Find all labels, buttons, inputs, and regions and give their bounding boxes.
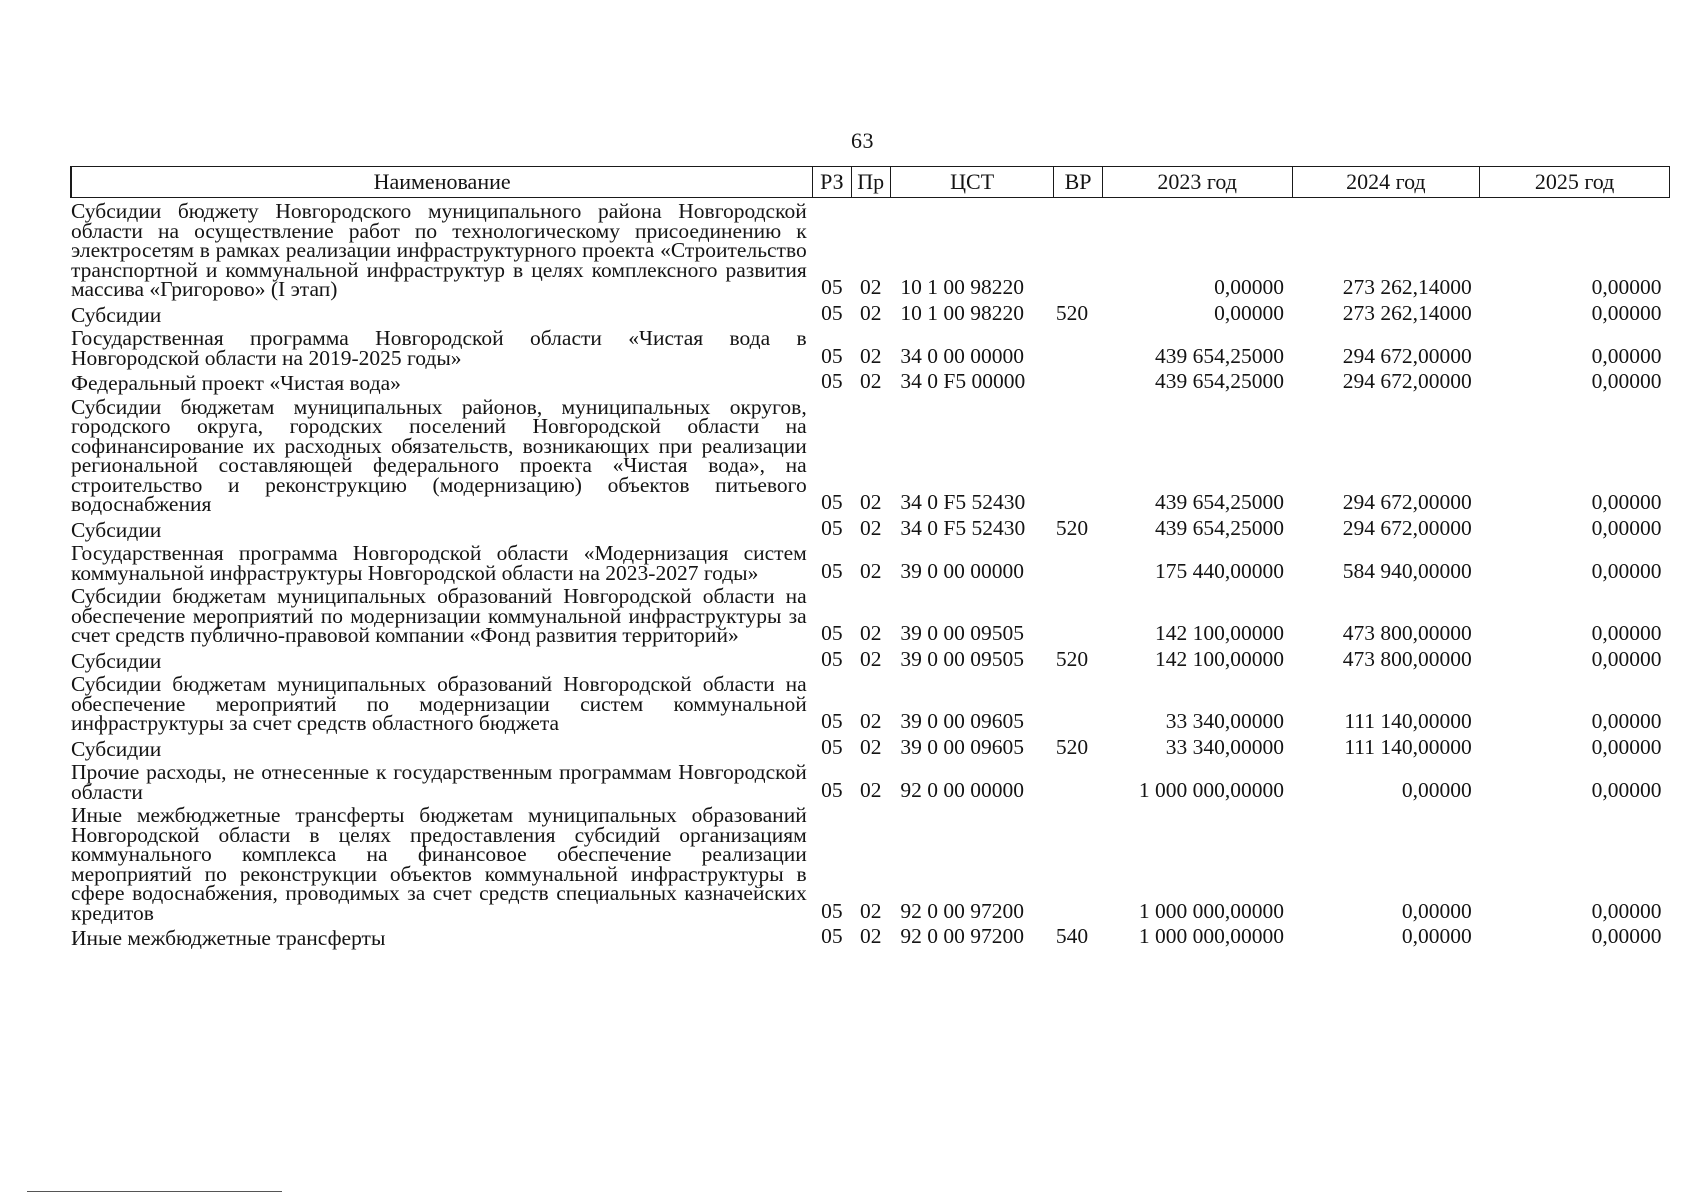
row-amount-2025: 0,00000 xyxy=(1591,369,1662,393)
row-rz: 05 xyxy=(821,646,843,671)
header-pr: Пр xyxy=(851,167,890,198)
row-rz: 05 xyxy=(821,490,843,514)
row-rz: 05 xyxy=(821,621,843,645)
header-rz: РЗ xyxy=(813,167,851,198)
table-row xyxy=(71,759,1670,802)
row-amount-2024: 294 672,00000 xyxy=(1342,369,1472,393)
row-amount-2024: 584 940,00000 xyxy=(1342,558,1472,583)
table-row xyxy=(71,923,1670,949)
row-pr: 02 xyxy=(859,558,882,583)
row-cst: 92 0 00 00000 xyxy=(900,777,1025,802)
row-amount-2025: 0,00000 xyxy=(1591,275,1662,299)
row-cst: 39 0 00 09505 xyxy=(900,621,1025,645)
row-amount-2023: 439 654,25000 xyxy=(1155,490,1285,514)
row-name: Государственная программа Новгородской области «Чистая вода в Новгородской области на 2019-2025 годы» xyxy=(71,326,807,370)
row-amount-2025: 0,00000 xyxy=(1591,300,1662,325)
row-pr: 02 xyxy=(859,709,882,733)
row-name: Субсидии бюджетам муниципальных образований Новгородской области на обеспечение мероприятий по модернизации систем коммунальной инфраструктуры за счет средств областного бюджета xyxy=(71,672,807,735)
row-cst: 34 0 00 00000 xyxy=(900,343,1025,368)
row-rz: 05 xyxy=(821,369,843,393)
header-2025: 2025 год xyxy=(1480,167,1670,198)
row-amount-2025: 0,00000 xyxy=(1591,924,1662,948)
row-name: Субсидии xyxy=(71,517,162,542)
budget-table xyxy=(70,166,1670,949)
row-amount-2023: 33 340,00000 xyxy=(1165,709,1285,733)
row-name: Субсидии бюджетам муниципальных районов, муниципальных округов, городского округа, городских поселений Новгородской области на софинансирование их расходных обязательств, возникающих при реализации региональной составляющей федерального проекта «Чистая вода», на строительство и реконструкцию (модернизацию) объектов питьевого водоснабжения xyxy=(71,394,807,516)
row-amount-2025: 0,00000 xyxy=(1591,343,1662,368)
row-cst: 39 0 00 00000 xyxy=(900,558,1025,583)
header-name: Наименование xyxy=(71,167,813,198)
row-amount-2024: 111 140,00000 xyxy=(1344,709,1472,733)
header-cst: ЦСТ xyxy=(890,167,1053,198)
row-vr xyxy=(1054,671,1102,734)
row-cst: 39 0 00 09505 xyxy=(900,646,1025,671)
row-rz: 05 xyxy=(821,515,843,540)
row-pr: 02 xyxy=(859,343,882,368)
footer-rule xyxy=(27,1191,282,1192)
row-amount-2024: 0,00000 xyxy=(1401,898,1472,923)
row-amount-2023: 439 654,25000 xyxy=(1155,343,1285,368)
row-vr xyxy=(1054,759,1102,802)
row-pr: 02 xyxy=(859,924,882,948)
row-amount-2025: 0,00000 xyxy=(1591,709,1662,733)
row-amount-2024: 111 140,00000 xyxy=(1344,734,1472,759)
row-vr: 520 xyxy=(1055,734,1089,759)
row-pr: 02 xyxy=(859,734,882,759)
row-rz: 05 xyxy=(821,898,843,923)
row-name: Иные межбюджетные трансферты бюджетам муниципальных образований Новгородской области в целях предоставления субсидий организациям коммунального комплекса на финансовое обеспечение реализации мероприятий по реконструкции объектов коммунальной инфраструктуры в сфере водоснабжения, проводимых за счет средств специальных казначейских кредитов xyxy=(71,803,807,925)
row-amount-2024: 294 672,00000 xyxy=(1342,515,1472,540)
row-name: Прочие расходы, не отнесенные к государственным программам Новгородской области xyxy=(71,760,807,804)
row-amount-2024: 473 800,00000 xyxy=(1342,646,1472,671)
row-amount-2024: 294 672,00000 xyxy=(1342,343,1472,368)
row-amount-2025: 0,00000 xyxy=(1591,490,1662,514)
row-amount-2023: 142 100,00000 xyxy=(1155,621,1285,645)
row-amount-2023: 1 000 000,00000 xyxy=(1138,898,1285,923)
row-name: Иные межбюджетные трансферты xyxy=(71,926,386,950)
row-amount-2024: 0,00000 xyxy=(1401,777,1472,802)
page-number: 63 xyxy=(851,128,874,153)
row-amount-2023: 175 440,00000 xyxy=(1155,558,1285,583)
table-row xyxy=(71,646,1670,672)
row-vr xyxy=(1054,325,1102,368)
row-vr: 520 xyxy=(1055,515,1089,540)
row-cst: 39 0 00 09605 xyxy=(900,709,1025,733)
row-vr xyxy=(1054,540,1102,583)
row-amount-2025: 0,00000 xyxy=(1591,734,1662,759)
row-amount-2024: 273 262,14000 xyxy=(1342,275,1472,299)
row-pr: 02 xyxy=(859,490,882,514)
row-name: Федеральный проект «Чистая вода» xyxy=(71,371,401,395)
row-rz: 05 xyxy=(821,709,843,733)
row-pr: 02 xyxy=(859,898,882,923)
row-cst: 92 0 00 97200 xyxy=(900,924,1025,948)
row-pr: 02 xyxy=(859,275,882,299)
row-rz: 05 xyxy=(821,924,843,948)
table-row xyxy=(71,671,1670,734)
row-cst: 34 0 F5 00000 xyxy=(900,369,1026,393)
row-vr xyxy=(1054,368,1102,394)
row-amount-2025: 0,00000 xyxy=(1591,646,1662,671)
row-name: Субсидии xyxy=(71,302,162,327)
row-amount-2023: 1 000 000,00000 xyxy=(1138,924,1285,948)
row-cst: 92 0 00 97200 xyxy=(900,898,1025,923)
row-vr xyxy=(1054,394,1102,515)
row-amount-2024: 273 262,14000 xyxy=(1342,300,1472,325)
row-vr: 520 xyxy=(1055,646,1089,671)
row-amount-2024: 473 800,00000 xyxy=(1342,621,1472,645)
row-name: Субсидии бюджетам муниципальных образований Новгородской области на обеспечение мероприятий по модернизации коммунальной инфраструктуры за счет средств публично-правовой компании «Фонд развития территорий» xyxy=(71,584,807,647)
row-vr: 520 xyxy=(1055,300,1089,325)
row-amount-2025: 0,00000 xyxy=(1591,777,1662,802)
row-amount-2023: 142 100,00000 xyxy=(1155,646,1285,671)
row-pr: 02 xyxy=(859,621,882,645)
table-row xyxy=(71,802,1670,923)
table-header xyxy=(71,167,1670,198)
row-amount-2025: 0,00000 xyxy=(1591,621,1662,645)
header-vr: ВР xyxy=(1054,167,1102,198)
table-row xyxy=(71,325,1670,368)
row-amount-2025: 0,00000 xyxy=(1591,515,1662,540)
row-amount-2025: 0,00000 xyxy=(1591,898,1662,923)
row-amount-2023: 1 000 000,00000 xyxy=(1138,777,1285,802)
row-pr: 02 xyxy=(859,515,882,540)
row-vr xyxy=(1054,198,1102,300)
row-amount-2023: 439 654,25000 xyxy=(1155,369,1285,393)
row-vr xyxy=(1054,583,1102,646)
row-amount-2025: 0,00000 xyxy=(1591,558,1662,583)
table-row xyxy=(71,583,1670,646)
row-rz: 05 xyxy=(821,558,843,583)
row-cst: 10 1 00 98220 xyxy=(900,300,1025,325)
row-name: Государственная программа Новгородской области «Модернизация систем коммунальной инфраструктуры Новгородской области на 2023-2027 годы» xyxy=(71,541,807,585)
table-row xyxy=(71,198,1670,300)
row-cst: 10 1 00 98220 xyxy=(900,275,1025,299)
row-pr: 02 xyxy=(859,777,882,802)
row-name: Субсидии xyxy=(71,736,162,761)
row-cst: 34 0 F5 52430 xyxy=(900,515,1026,540)
row-name: Субсидии бюджету Новгородского муниципального района Новгородской области на осуществление работ по технологическому присоединению к электросетям в рамках реализации инфраструктурного проекта «Строительство транспортной и коммунальной инфраструктур в целях комплексного развития массива «Григорово» (I этап) xyxy=(71,199,807,301)
row-pr: 02 xyxy=(859,369,882,393)
header-2023: 2023 год xyxy=(1102,167,1292,198)
row-vr xyxy=(1054,802,1102,923)
row-rz: 05 xyxy=(821,300,843,325)
table-row xyxy=(71,394,1670,515)
row-name: Субсидии xyxy=(71,648,162,673)
row-vr: 540 xyxy=(1055,924,1089,948)
row-rz: 05 xyxy=(821,734,843,759)
row-amount-2024: 294 672,00000 xyxy=(1342,490,1472,514)
row-cst: 34 0 F5 52430 xyxy=(900,490,1026,514)
header-2024: 2024 год xyxy=(1292,167,1480,198)
table-row xyxy=(71,515,1670,541)
table-row xyxy=(71,368,1670,394)
row-amount-2024: 0,00000 xyxy=(1401,924,1472,948)
table-row xyxy=(71,540,1670,583)
table-row xyxy=(71,734,1670,760)
row-amount-2023: 33 340,00000 xyxy=(1165,734,1285,759)
row-cst: 39 0 00 09605 xyxy=(900,734,1025,759)
row-amount-2023: 0,00000 xyxy=(1214,300,1285,325)
row-amount-2023: 439 654,25000 xyxy=(1155,515,1285,540)
row-rz: 05 xyxy=(821,777,843,802)
table-body xyxy=(71,198,1670,949)
row-pr: 02 xyxy=(859,300,882,325)
table-row xyxy=(71,300,1670,326)
row-pr: 02 xyxy=(859,646,882,671)
row-amount-2023: 0,00000 xyxy=(1214,275,1285,299)
row-rz: 05 xyxy=(821,275,843,299)
row-rz: 05 xyxy=(821,343,843,368)
